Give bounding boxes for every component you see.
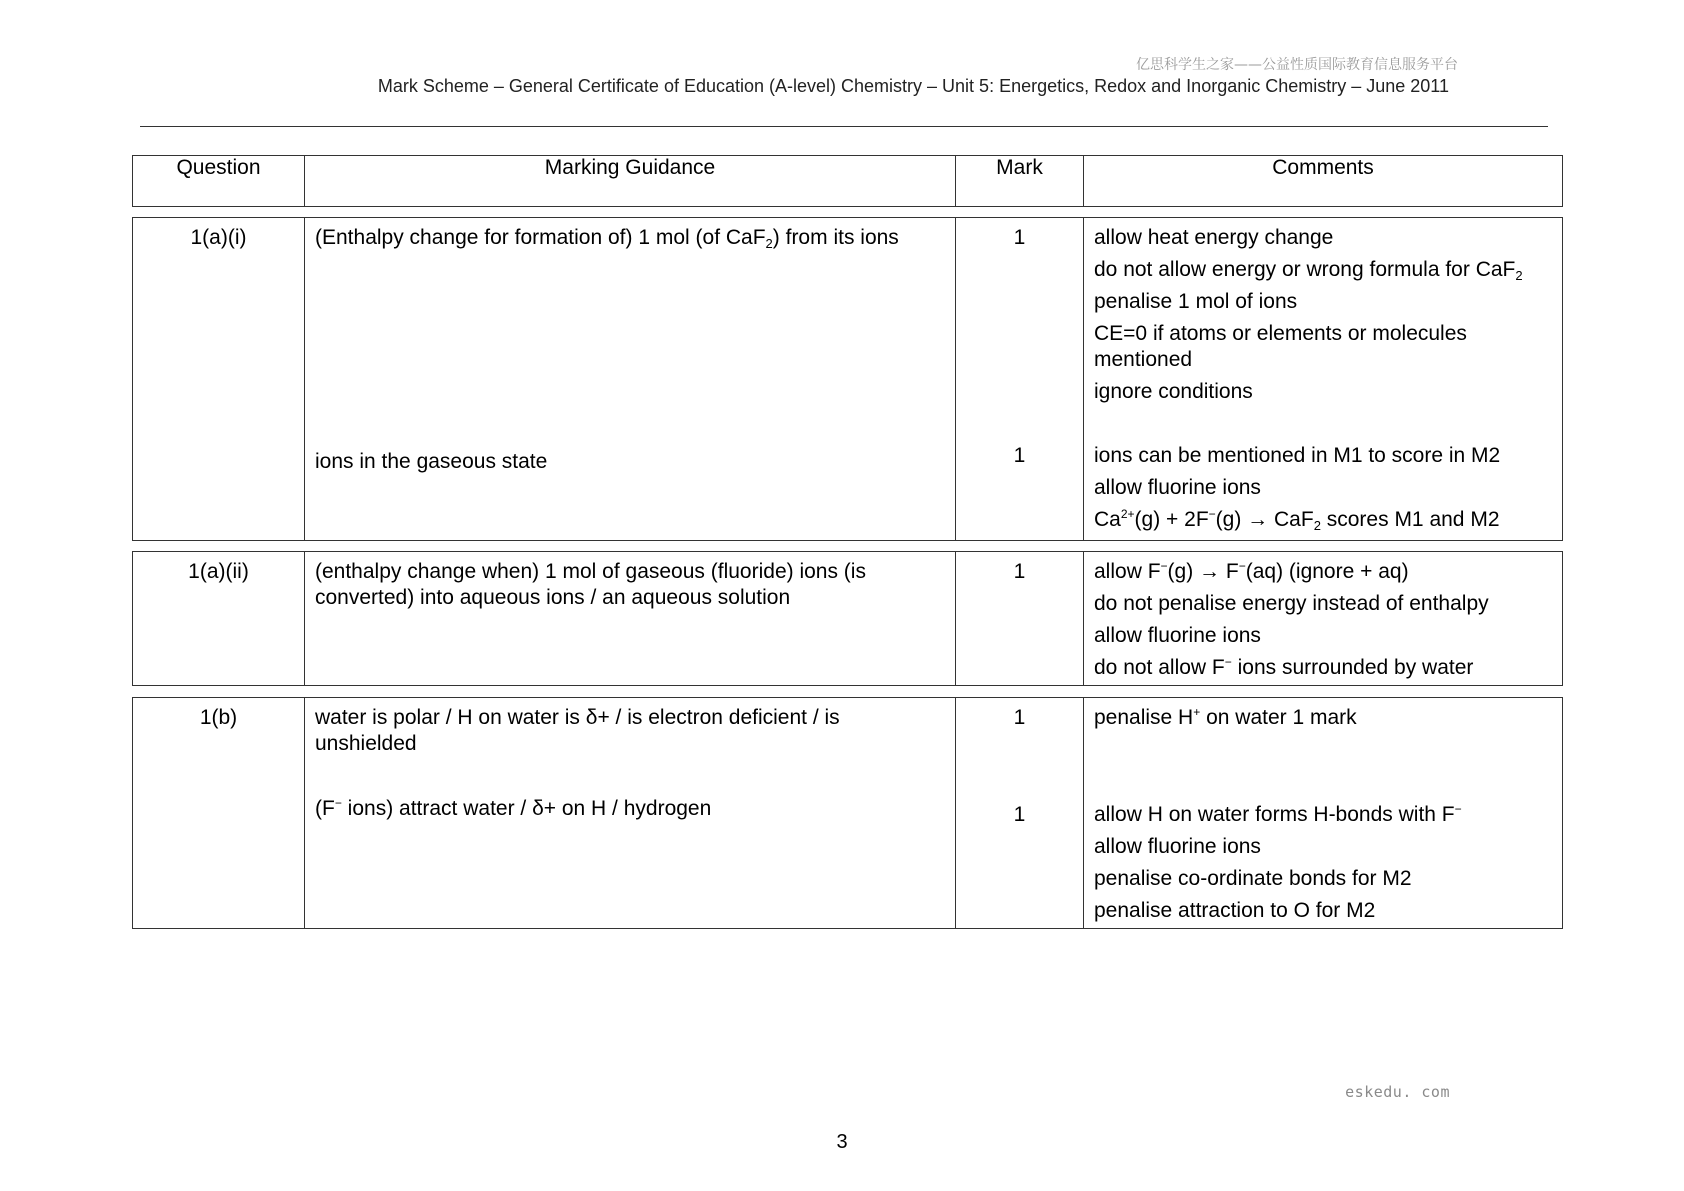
comment-line: penalise co-ordinate bonds for M2 (1094, 867, 1412, 890)
question-cell (133, 552, 305, 686)
mark-value: 1 (1013, 444, 1026, 467)
page-header-title: Mark Scheme – General Certificate of Education (A-level) Chemistry – Unit 5: Energetics, Redox and Inorganic Chemistry – June 2011 (377, 76, 1449, 96)
comments-cell (1084, 552, 1563, 686)
comments-cell (1084, 218, 1563, 541)
comment-line: $Ca^{2+}(g) + 2F^-(g) \to CaF_2$ scores M1 and M2 (1094, 507, 1500, 533)
guidance-cell (305, 552, 956, 686)
guidance-point: water is polar / H on water is δ+ / is electron deficient / is unshielded (315, 706, 840, 755)
question-number: 1(b) (199, 706, 238, 729)
comment-line: penalise H+ on water 1 mark (1094, 705, 1357, 729)
question-cell (133, 218, 305, 541)
comment-line: do not penalise energy instead of enthalpy (1094, 592, 1489, 615)
column-header-guidance: Marking Guidance (305, 156, 956, 207)
column-header-comments: Comments (1084, 156, 1563, 207)
comment-line: allow fluorine ions (1094, 476, 1261, 499)
comment-line: allow heat energy change (1094, 226, 1334, 249)
column-header-table (132, 155, 1563, 207)
column-header-mark: Mark (956, 156, 1084, 207)
mark-value: 1 (1013, 226, 1026, 249)
mark-value: 1 (1013, 706, 1026, 729)
watermark-top: 亿思科学生之家——公益性质国际教育信息服务平台 (1136, 57, 1458, 73)
comment-line: do not allow F− ions surrounded by water (1094, 655, 1474, 679)
comment-line: penalise attraction to O for M2 (1094, 899, 1376, 922)
guidance-point: ions in the gaseous state (315, 450, 548, 473)
guidance-cell (305, 218, 956, 541)
question-number: 1(a)(i) (190, 226, 247, 249)
mark-cell (956, 552, 1084, 686)
guidance-cell (305, 698, 956, 929)
comment-line: ions can be mentioned in M1 to score in M2 (1094, 444, 1501, 467)
column-header-question: Question (133, 156, 305, 207)
comment-line: allow H on water forms H-bonds with F− (1094, 802, 1462, 826)
guidance-point: (enthalpy change when) 1 mol of gaseous (fluoride) ions (is converted) into aqueous ions / an aqueous solution (315, 560, 866, 609)
comment-line: allow fluorine ions (1094, 835, 1261, 858)
mark-cell (956, 698, 1084, 929)
footer-watermark: eskedu. com (1345, 1083, 1450, 1101)
comments-cell (1084, 698, 1563, 929)
comment-line: do not allow energy or wrong formula for CaF$_2$ (1094, 258, 1523, 283)
page-number: 3 (836, 1131, 848, 1153)
table-row-1aii (132, 551, 1563, 686)
header-divider (140, 126, 1548, 127)
comment-line: allow F−(g) → F−(aq) (ignore + aq) (1094, 559, 1409, 583)
mark-value: 1 (1013, 560, 1026, 583)
comment-line: ignore conditions (1094, 380, 1253, 403)
mark-cell (956, 218, 1084, 541)
table-row-1ai (132, 217, 1563, 541)
mark-value: 1 (1013, 803, 1026, 826)
question-cell (133, 698, 305, 929)
table-row-1b (132, 697, 1563, 929)
guidance-point: (F− ions) attract water / δ+ on H / hydrogen (315, 796, 712, 820)
comment-line: allow fluorine ions (1094, 624, 1261, 647)
comment-line: CE=0 if atoms or elements or molecules mentioned (1094, 322, 1467, 371)
question-number: 1(a)(ii) (188, 560, 249, 583)
comment-line: penalise 1 mol of ions (1094, 290, 1298, 313)
guidance-point: (Enthalpy change for formation of) 1 mol (of CaF$_2$) from its ions (315, 226, 899, 251)
